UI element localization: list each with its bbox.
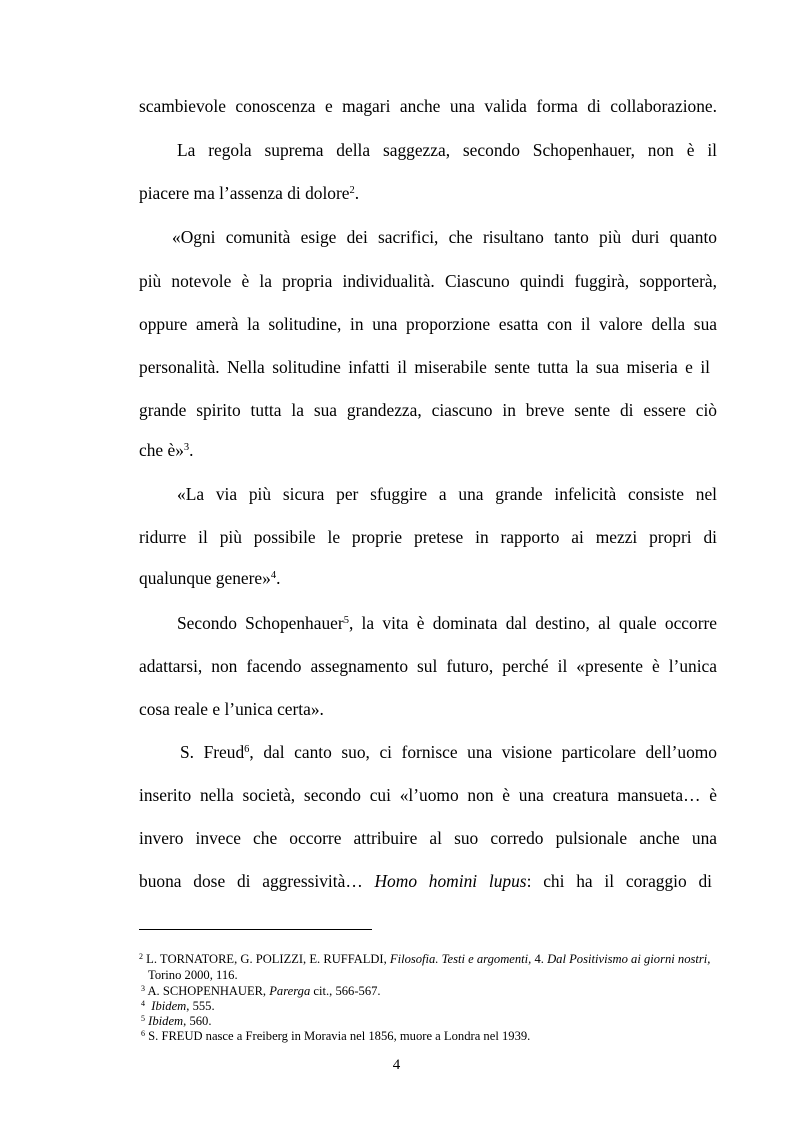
body-line-15: cosa reale e l’unica certa».	[139, 699, 324, 719]
body-line-18: invero invece che occorre attribuire al suo corredo pulsionale anche una	[139, 828, 717, 848]
body-line-3: piacere ma l’assenza di dolore$^2$.	[139, 183, 360, 203]
body-line-9: che è»$^3$.	[139, 440, 194, 460]
footnote-ref-6[interactable]: 6	[244, 744, 250, 755]
body-line-7: personalità. Nella solitudine infatti il miserabile sente tutta la sua miseria e il	[139, 357, 710, 377]
body-line-2: La regola suprema della saggezza, secondo Schopenhauer, non è il	[177, 140, 717, 160]
footnote-separator	[139, 929, 372, 930]
page-number: 4	[392, 1057, 401, 1073]
footnote-ref-3[interactable]: 3	[183, 442, 190, 453]
body-line-5: più notevole è la propria individualità. Ciascuno quindi fuggirà, sopporterà,	[139, 271, 717, 291]
body-line-4: «Ogni comunità esige dei sacrifici, che risultano tanto più duri quanto	[172, 227, 717, 247]
body-line-10: «La via più sicura per sfuggire a una grande infelicità consiste nel	[177, 484, 717, 504]
body-line-16: S. Freud$^6$, dal canto suo, ci fornisce una visione particolare dell’uomo	[180, 742, 717, 762]
body-line-13: Secondo Schopenhauer$^5$, la vita è dominata dal destino, al quale occorre	[177, 613, 717, 633]
body-line-19: buona dose di aggressività… Homo homini lupus: chi ha il coraggio di	[139, 871, 713, 891]
body-line-6: oppure amerà la solitudine, in una proporzione esatta con il valore della sua	[139, 314, 717, 334]
body-line-11: ridurre il più possibile le proprie pretese in rapporto ai mezzi propri di	[139, 527, 717, 547]
footnote-3: $^3$ A. SCHOPENHAUER, Parerga cit., 566-567.	[141, 984, 381, 998]
footnote-5: $^5$ Ibidem, 560.	[141, 1014, 212, 1028]
footnote-ref-4[interactable]: 4	[270, 570, 277, 581]
body-line-17: inserito nella società, secondo cui «l’uomo non è una creatura mansueta… è	[139, 785, 717, 805]
footnote-ref-2[interactable]: 2	[349, 185, 355, 196]
footnote-2-continuation: Torino 2000, 116.	[148, 968, 238, 982]
footnote-4: $^4$ Ibidem, 555.	[141, 999, 215, 1013]
footnote-ref-5[interactable]: 5	[343, 615, 349, 626]
footnote-2: $^2$ L. TORNATORE, G. POLIZZI, E. RUFFALDI, Filosofia. Testi e argomenti, 4. Dal Positivismo ai giorni nostri,	[139, 952, 711, 966]
body-line-12: qualunque genere»$^4$.	[139, 568, 281, 588]
body-line-1: scambievole conoscenza e magari anche una valida forma di collaborazione.	[139, 96, 717, 116]
body-line-8: grande spirito tutta la sua grandezza, ciascuno in breve sente di essere ciò	[139, 400, 717, 420]
body-line-14: adattarsi, non facendo assegnamento sul futuro, perché il «presente è l’unica	[139, 656, 717, 676]
footnote-6: $^6$ S. FREUD nasce a Freiberg in Moravia nel 1856, muore a Londra nel 1939.	[141, 1029, 531, 1043]
